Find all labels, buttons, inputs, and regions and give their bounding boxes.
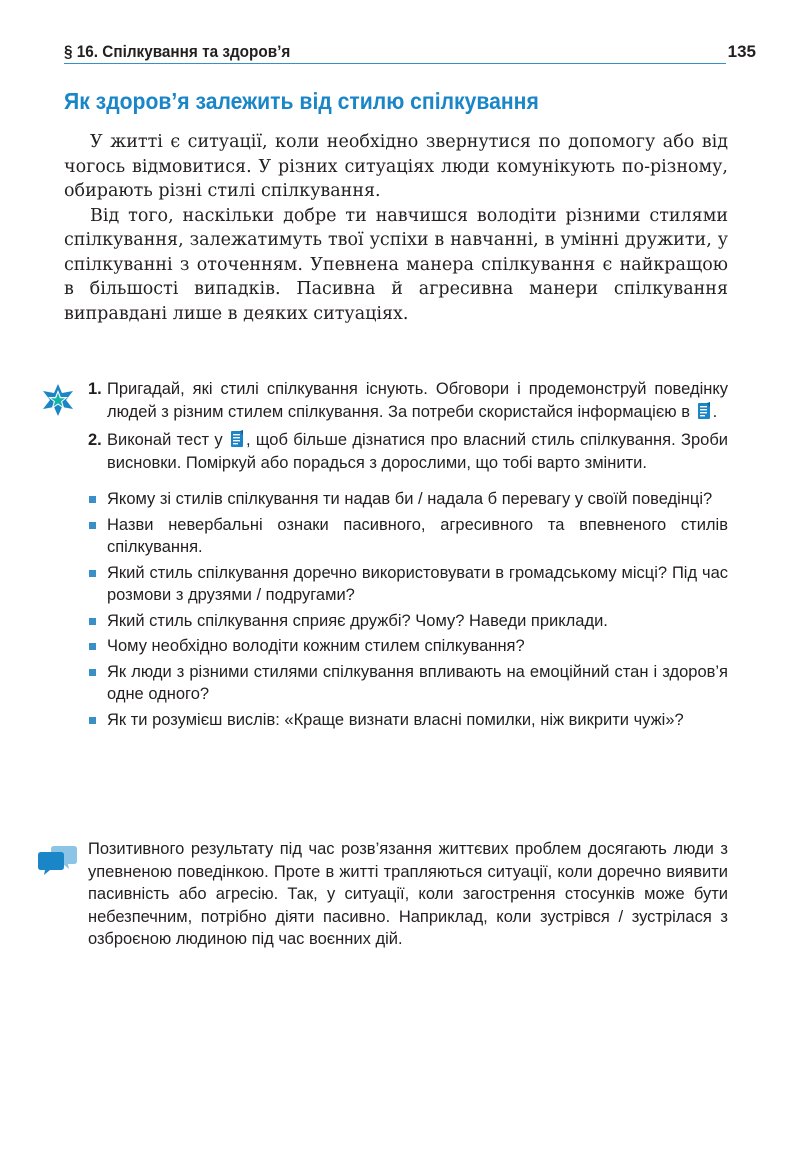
intro-paragraph: Від того, наскільки добре ти навчишся володіти різними стилями спілкування, залежатимуть твої успіхи в навчанні, в умінні дружити, у спілкуванні з оточенням. Упевнена манера спілкування є найкращою в більшості випадків. Пасивна й агресивна манери спілкування виправдані лише в деяких ситуаціях. bbox=[64, 205, 728, 324]
questions-list bbox=[88, 488, 728, 731]
chapter-title: § 16. Спілкування та здоров’я bbox=[64, 42, 291, 61]
tasks-block bbox=[88, 378, 728, 734]
note-text: Позитивного результату під час розв’язання життєвих проблем досягають люди з упевненою поведінкою. Проте в житті трапляються ситуації, коли доречно виявити пасивність або агресію. Так, у ситуації, коли загострення стосунків може бути небезпечним, потрібно діяти пасивно. Наприклад, коли зустрівся / зустрілася з озброєною людиною під час воєнних дій. bbox=[88, 840, 728, 948]
speech-bubbles-icon bbox=[38, 842, 78, 878]
task-item bbox=[88, 378, 728, 423]
question-item: Як ти розумієш вислів: «Краще визнати власні помилки, ніж викрити чужі»? bbox=[88, 709, 728, 732]
task-number: 1. bbox=[88, 380, 102, 398]
section-title: Як здоров’я залежить від стилю спілкування bbox=[64, 88, 539, 114]
star-icon bbox=[40, 382, 76, 418]
task-text-end: . bbox=[712, 402, 718, 421]
header-rule bbox=[64, 63, 726, 64]
question-item: Який стиль спілкування доречно використовувати в громадському місці? Під час розмови з друзями / подругами? bbox=[88, 562, 728, 607]
notebook-icon bbox=[697, 402, 711, 420]
running-header bbox=[64, 40, 756, 66]
question-item: Якому зі стилів спілкування ти надав би / надала б перевагу у своїй поведінці? bbox=[88, 488, 728, 511]
question-item: Чому необхідно володіти кожним стилем спілкування? bbox=[88, 635, 728, 658]
task-text: Виконай тест у bbox=[107, 431, 223, 449]
task-number: 2. bbox=[88, 431, 102, 449]
task-item bbox=[88, 429, 728, 474]
question-item: Як люди з різними стилями спілкування впливають на емоційний стан і здоров’я одне одного? bbox=[88, 661, 728, 706]
intro-paragraph: У житті є ситуації, коли необхідно звернутися по допомогу або від чогось відмовитися. У різних ситуаціях люди комунікують по-різному, обирають різні стилі спілкування. bbox=[64, 132, 728, 201]
question-item: Який стиль спілкування сприяє дружбі? Чому? Наведи приклади. bbox=[88, 610, 728, 633]
intro-text bbox=[64, 130, 728, 326]
question-item: Назви невербальні ознаки пасивного, агресивного та впевненого стилів спілкування. bbox=[88, 514, 728, 559]
notebook-icon bbox=[230, 430, 244, 448]
task-text: Пригадай, які стилі спілкування існують. Обговори і продемонструй поведінку людей з різним стилем спілкування. За потреби скористайся інформацією в bbox=[107, 380, 728, 421]
task-text-end: , щоб більше дізнатися про власний стиль спілкування. Зроби висновки. Поміркуй або порадься з дорослими, що тобі варто змінити. bbox=[107, 431, 728, 472]
page-number: 135 bbox=[727, 42, 756, 61]
